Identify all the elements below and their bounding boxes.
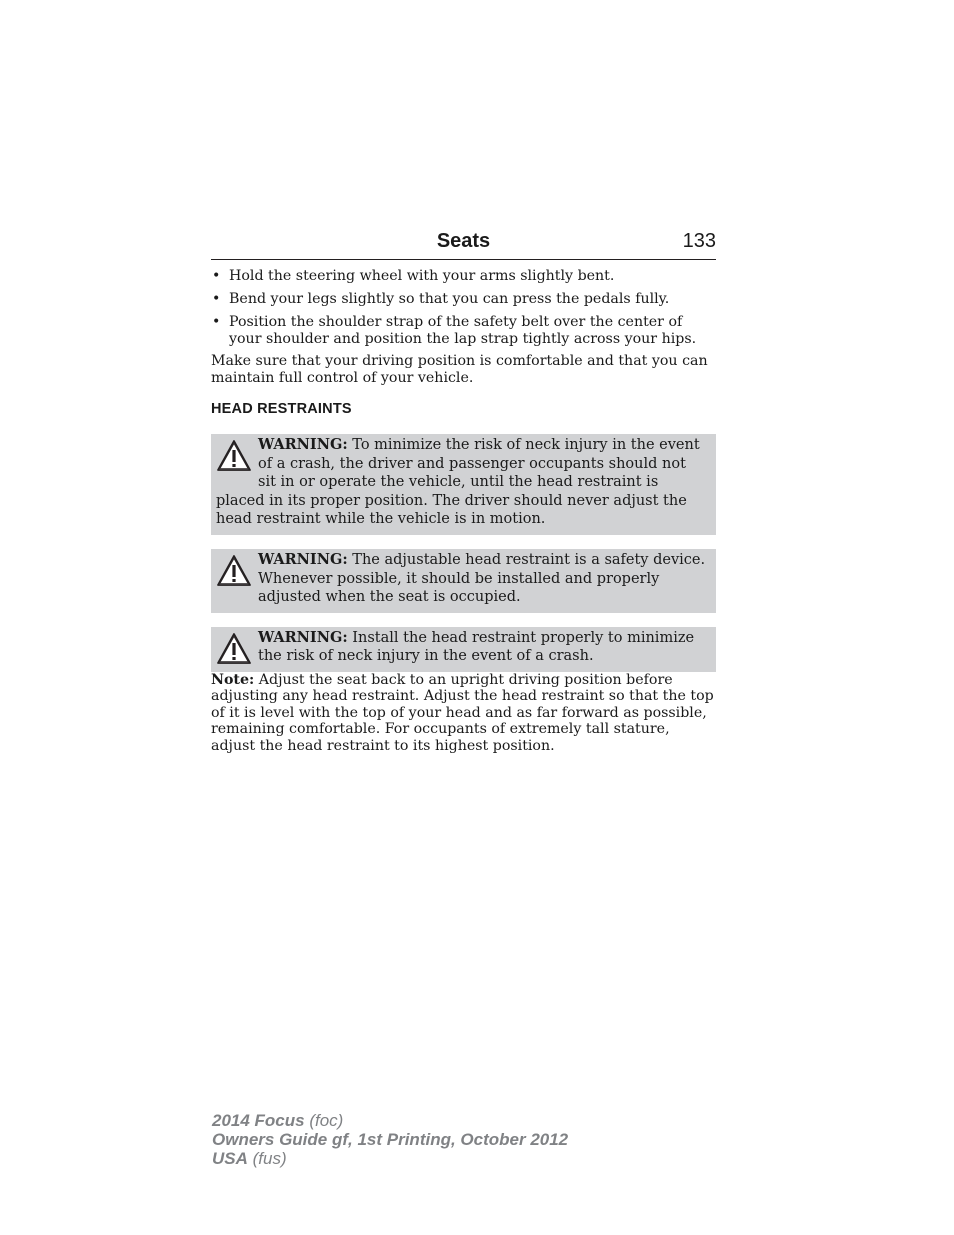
page-title: Seats [436,230,491,252]
warning-triangle-icon [216,553,252,589]
warning-box [211,549,716,613]
warning-triangle-icon [216,631,252,667]
note-paragraph [211,672,716,755]
page-number: 133 [682,230,716,252]
warning-box [211,434,716,535]
manual-page [211,226,716,754]
intro-paragraph: Make sure that your driving position is comfortable and that you can maintain full control of your vehicle. [211,353,708,386]
section-heading: HEAD RESTRAINTS [211,401,352,417]
list-item: • Hold the steering wheel with your arms slightly bent. [211,268,716,285]
footer-line-printing: Owners Guide gf, 1st Printing, October 2012 [212,1130,569,1149]
page-footer [212,1111,568,1168]
warning-triangle-icon [216,438,252,474]
warning-label: WARNING: [258,628,348,646]
warning-text: To minimize the risk of neck injury in the event of a crash, the driver and passenger occupants should not sit in or operate the vehicle, until the head restraint is placed in its proper position. The driver should never adjust the head restraint while the vehicle is in motion. [216,437,700,528]
page-header [211,226,716,260]
list-item: • Position the shoulder strap of the safety belt over the center of your shoulder and position the lap strap tightly across your hips. [211,314,716,348]
warning-box [211,627,716,672]
warning-label: WARNING: [258,436,348,453]
note-label: Note: [211,671,255,688]
warning-text: Install the head restraint properly to minimize the risk of neck injury in the event of a crash. [258,629,695,665]
list-item: • Bend your legs slightly so that you can press the pedals fully. [211,291,716,308]
warning-label: WARNING: [258,550,348,568]
note-text: Adjust the seat back to an upright driving position before adjusting any head restraint. Adjust the head restraint so that the top of it is level with the top of your head and as far forward as possible, remaining comfortable. For occupants of extremely tall stature, adjust the head restraint to its highest position. [211,671,714,754]
bullet-list [211,268,716,348]
footer-line-model: 2014 Focus (foc) [212,1111,344,1130]
warning-text: The adjustable head restraint is a safety device. Whenever possible, it should be installed and properly adjusted when the seat is occupied. [258,551,706,606]
footer-line-market: USA (fus) [212,1149,287,1168]
